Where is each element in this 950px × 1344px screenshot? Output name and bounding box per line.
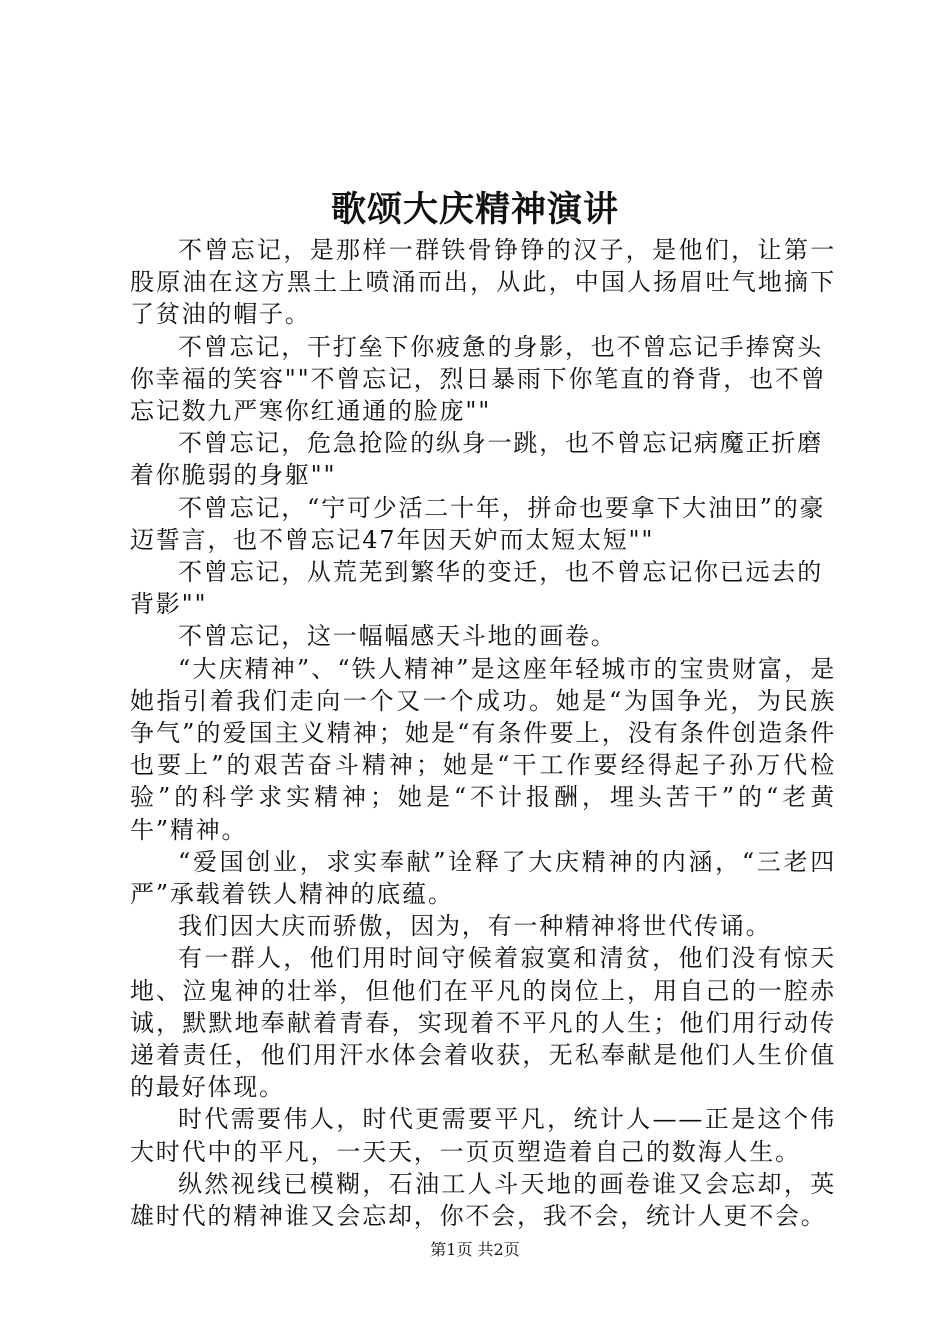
- paragraph: “大庆精神”、“铁人精神”是这座年轻城市的宝贵财富，是她指引着我们走向一个又一个成功。她是“为国争光，为民族争气”的爱国主义精神；她是“有条件要上，没有条件创造条件也要上”的艰苦奋斗精神；她是“干工作要经得起子孙万代检验”的科学求实精神；她是“不计报酬，埋头苦干”的“老黄牛”精神。: [130, 654, 836, 844]
- paragraph: 不曾忘记，干打垒下你疲惫的身影，也不曾忘记手捧窝头你幸福的笑容""不曾忘记，烈日暴雨下你笔直的脊背，也不曾忘记数九严寒你红通通的脸庞"": [130, 332, 827, 426]
- paragraph: 我们因大庆而骄傲，因为，有一种精神将世代传诵。: [178, 912, 772, 941]
- page-footer: 第1页 共2页: [430, 1240, 520, 1259]
- paragraph: 时代需要伟人，时代更需要平凡，统计人——正是这个伟大时代中的平凡，一天天，一页页塑造着自己的数海人生。: [130, 1105, 836, 1166]
- paragraph: 不曾忘记，危急抢险的纵身一跳，也不曾忘记病魔正折磨着你脆弱的身躯"": [130, 429, 823, 490]
- paragraph: 不曾忘记，从荒芜到繁华的变迁，也不曾忘记你已远去的背影"": [130, 558, 823, 619]
- document-body: [130, 234, 836, 1232]
- paragraph: 纵然视线已模糊，石油工人斗天地的画卷谁又会忘却，英雄时代的精神谁又会忘却，你不会，我不会，统计人更不会。: [130, 1169, 836, 1231]
- page-title: 歌颂大庆精神演讲: [330, 189, 619, 230]
- paragraph: 不曾忘记，是那样一群铁骨铮铮的汉子，是他们，让第一股原油在这方黑土上喷涌而出，从此，中国人扬眉吐气地摘下了贫油的帽子。: [130, 236, 836, 329]
- paragraph: 不曾忘记，这一幅幅感天斗地的画卷。: [178, 622, 617, 651]
- paragraph: 有一群人，他们用时间守候着寂寞和清贫，他们没有惊天地、泣鬼神的壮举，但他们在平凡的岗位上，用自己的一腔赤诚，默默地奉献着青春，实现着不平凡的人生；他们用行动传递着责任，他们用汗水体会着收获，无私奉献是他们人生价值的最好体现。: [130, 944, 836, 1102]
- paragraph: 不曾忘记，“宁可少活二十年，拼命也要拿下大油田”的豪迈誓言，也不曾忘记47年因天妒而太短太短"": [130, 493, 826, 554]
- paragraph: “爱国创业，求实奉献”诠释了大庆精神的内涵，“三老四严”承载着铁人精神的底蕴。: [130, 847, 836, 909]
